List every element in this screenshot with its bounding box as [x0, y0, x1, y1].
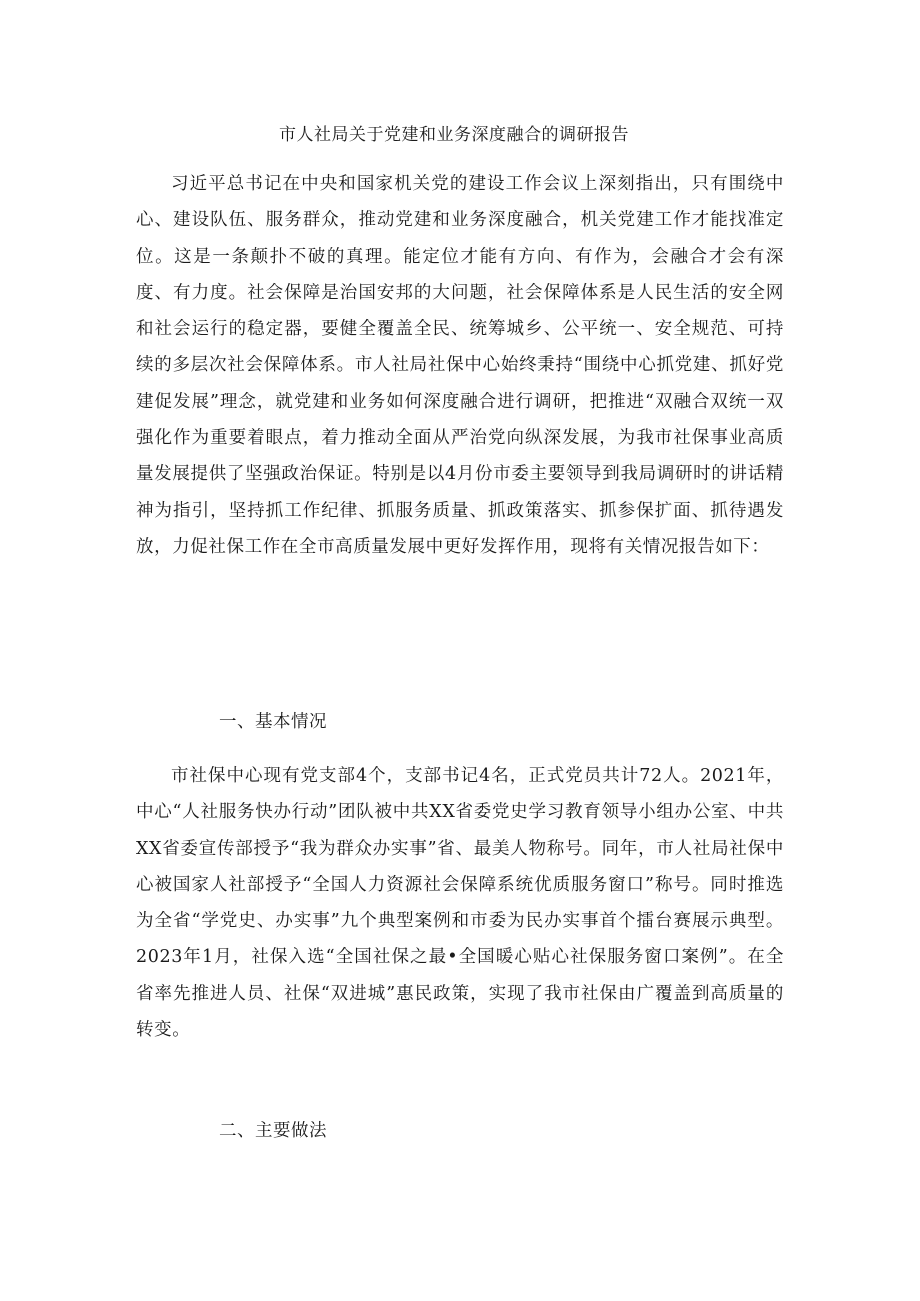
- section-heading-methods: 二、主要做法: [219, 1121, 327, 1141]
- intro-paragraph: 习近平总书记在中央和国家机关党的建设工作会议上深刻指出，只有围绕中心、建设队伍、服务群众，推动党建和业务深度融合，机关党建工作才能找准定位。这是一条颠扑不破的真理。能定位才能有方向、有作为，会融合才会有深度、有力度。社会保障是治国安邦的大问题，社会保障体系是人民生活的安全网和社会运行的稳定器，要健全覆盖全民、统筹城乡、公平统一、安全规范、可持续的多层次社会保障体系。市人社局社保中心始终秉持“围绕中心抓党建、抓好党建促发展”理念，就党建和业务如何深度融合进行调研，把推进“双融合双统一双强化作为重要着眼点，着力推动全面从严治党向纵深发展，为我市社保事业高质量发展提供了坚强政治保证。特别是以4月份市委主要领导到我局调研时的讲话精神为指引，坚持抓工作纪律、抓服务质量、抓政策落实、抓参保扩面、抓待遇发放，力促社保工作在全市高质量发展中更好发挥作用，现将有关情况报告如下：: [136, 174, 784, 557]
- section-heading-basic: 一、基本情况: [219, 712, 327, 732]
- document-title: [0, 120, 920, 145]
- document-title-text: 市人社局关于党建和业务深度融合的调研报告: [279, 125, 629, 145]
- basic-situation-paragraph: 市社保中心现有党支部4个，支部书记4名，正式党员共计72人。2021年，中心“人社服务快办行动”团队被中共XX省委党史学习教育领导小组办公室、中共XX省委宣传部授予“我为群众办实事”省、最美人物称号。同年，市人社局社保中心被国家人社部授予“全国人力资源社会保障系统优质服务窗口”称号。同时推选为全省“学党史、办实事”九个典型案例和市委为民办实事首个擂台赛展示典型。2023年1月，社保入选“全国社保之最•全国暖心贴心社保服务窗口案例”。在全省率先推进人员、社保“双进城”惠民政策，实现了我市社保由广覆盖到高质量的转变。: [136, 766, 784, 1041]
